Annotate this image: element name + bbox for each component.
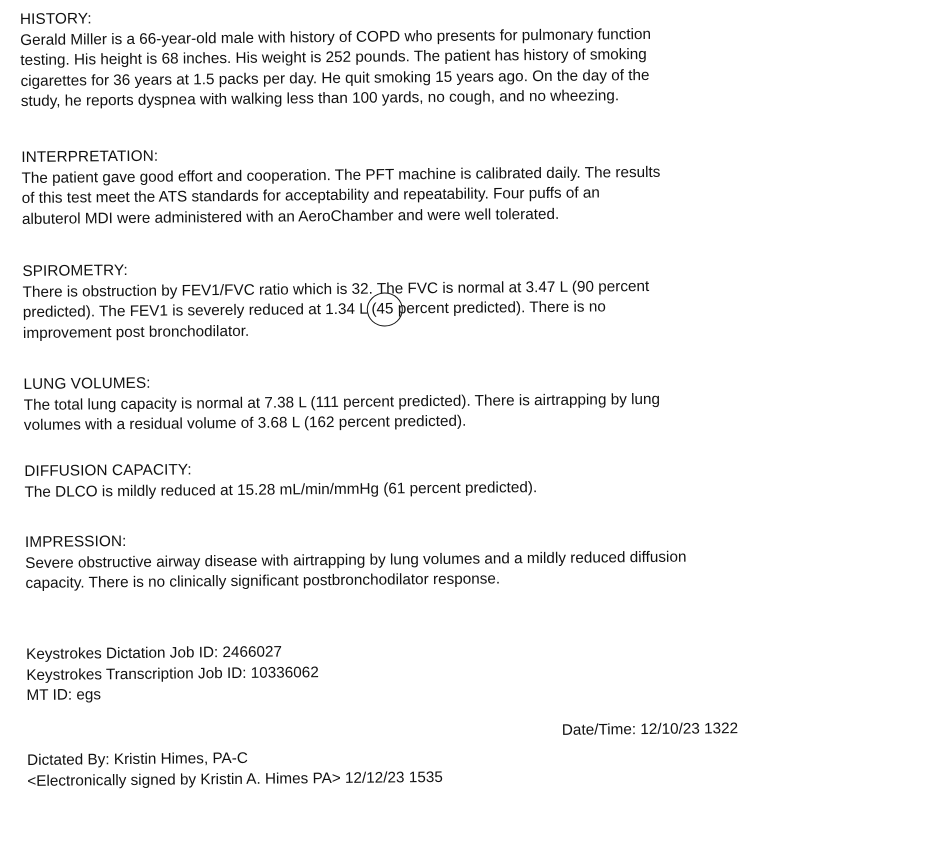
interpretation-line: The patient gave good effort and cooperation. The PFT machine is calibrated daily. The results [21, 163, 661, 187]
impression-line: capacity. There is no clinically significant postbronchodilator response. [25, 570, 501, 592]
lung-volumes-heading: LUNG VOLUMES: [23, 374, 151, 393]
impression-line: Severe obstructive airway disease with airtrapping by lung volumes and a mildly reduced diffusion [25, 548, 687, 572]
transcription-job-id: Keystrokes Transcription Job ID: 10336062 [26, 663, 319, 684]
diffusion-line: The DLCO is mildly reduced at 15.28 mL/min/mmHg (61 percent predicted). [24, 478, 538, 501]
circled-value-text: (45 [371, 300, 394, 318]
lung-volumes-section [23, 369, 660, 437]
dictation-job-id: Keystrokes Dictation Job ID: 2466027 [26, 643, 283, 663]
spirometry-section [22, 256, 649, 344]
history-line: study, he reports dyspnea with walking less than 100 yards, no cough, and no wheezing. [20, 87, 620, 110]
history-line: Gerald Miller is a 66-year-old male with history of COPD who presents for pulmonary function [20, 25, 652, 49]
electronic-signature: <Electronically signed by Kristin A. Himes PA> 12/12/23 1535 [27, 768, 443, 790]
interpretation-line: of this test meet the ATS standards for acceptability and repeatability. Four puffs of an [21, 184, 600, 207]
diffusion-heading: DIFFUSION CAPACITY: [24, 461, 192, 480]
dictated-by: Dictated By: Kristin Himes, PA-C [27, 749, 248, 769]
mt-id: MT ID: egs [26, 686, 102, 704]
spirometry-text: percent predicted). There is no [393, 298, 606, 318]
date-time: Date/Time: 12/10/23 1322 [561, 720, 739, 739]
impression-section [25, 527, 687, 595]
signature-section [27, 747, 443, 792]
spirometry-line: improvement post bronchodilator. [22, 322, 250, 342]
diffusion-section [24, 457, 537, 503]
interpretation-section [21, 142, 661, 230]
history-section [20, 4, 652, 113]
lung-volumes-line: The total lung capacity is normal at 7.38 L (111 percent predicted). There is airtrapping by lung [23, 390, 661, 414]
lung-volumes-line: volumes with a residual volume of 3.68 L (162 percent predicted). [23, 412, 467, 434]
history-line: testing. His height is 68 inches. His weight is 252 pounds. The patient has history of smoking [20, 45, 647, 69]
interpretation-line: albuterol MDI were administered with an AeroChamber and were well tolerated. [21, 205, 560, 228]
circled-value [371, 299, 393, 320]
job-ids-section [26, 642, 319, 706]
impression-heading: IMPRESSION: [24, 533, 127, 551]
interpretation-heading: INTERPRETATION: [21, 147, 159, 166]
spirometry-text: predicted). The FEV1 is severely reduced at 1.34 L [22, 300, 372, 321]
history-line: cigarettes for 36 years at 1.5 packs per day. He quit smoking 15 years ago. On the day of the [20, 66, 650, 90]
history-heading: HISTORY: [19, 10, 92, 28]
spirometry-line: There is obstruction by FEV1/FVC ratio which is 32. The FVC is normal at 3.47 L (90 percent [22, 277, 650, 301]
spirometry-heading: SPIROMETRY: [22, 261, 128, 280]
